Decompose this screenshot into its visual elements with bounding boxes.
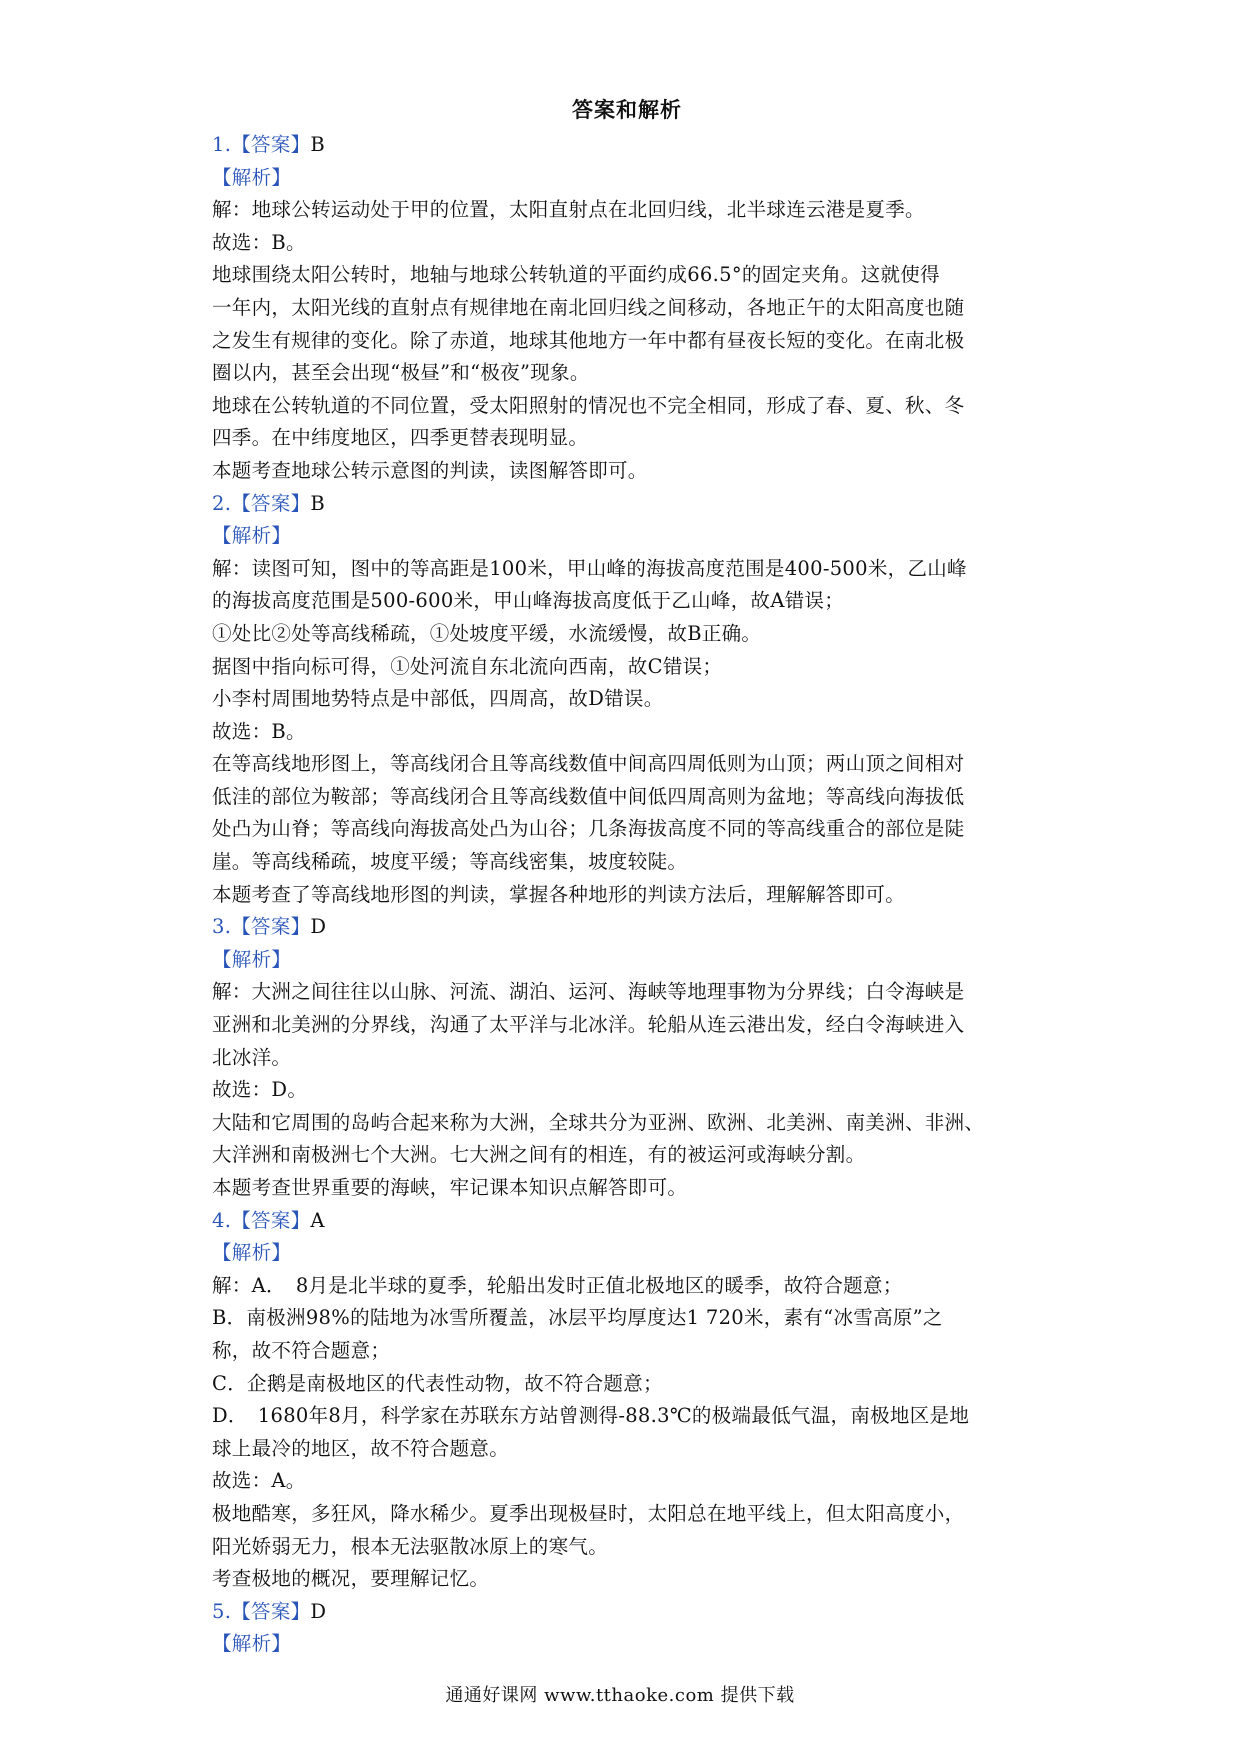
body-line: ①处比②处等高线稀疏，①处坡度平缓，水流缓慢，故B正确。 — [212, 621, 762, 645]
body-line: 小李村周围地势特点是中部低，四周高，故D错误。 — [212, 687, 664, 711]
analysis-label: 【解析】 — [212, 165, 292, 189]
body-line: 之发生有规律的变化。除了赤道，地球其他地方一年中都有昼夜长短的变化。在南北极 — [212, 328, 965, 352]
body-line: 考查极地的概况，要理解记忆。 — [212, 1567, 490, 1591]
question-number: 5. — [212, 1599, 232, 1623]
body-line: 本题考查了等高线地形图的判读，掌握各种地形的判读方法后，理解解答即可。 — [212, 882, 906, 906]
analysis-label: 【解析】 — [212, 947, 292, 971]
body-line: 亚洲和北美洲的分界线，沟通了太平洋与北冰洋。轮船从连云港出发，经白令海峡进入 — [212, 1013, 965, 1037]
answer-value: D — [310, 915, 327, 939]
body-line: 一年内，太阳光线的直射点有规律地在南北回归线之间移动，各地正午的太阳高度也随 — [212, 295, 965, 319]
answer-line — [212, 1596, 1042, 1629]
body-line: B．南极洲98%的陆地为冰雪所覆盖，冰层平均厚度达1 720米，素有“冰雪高原”之 — [212, 1306, 943, 1330]
body-line: 解：A． 8月是北半球的夏季，轮船出发时正值北极地区的暖季，故符合题意； — [212, 1273, 903, 1297]
question-1 — [212, 129, 1042, 488]
body-line: 本题考查世界重要的海峡，牢记课本知识点解答即可。 — [212, 1176, 688, 1199]
body-line: 解：大洲之间往往以山脉、河流、湖泊、运河、海峡等地理事物为分界线；白令海峡是 — [212, 980, 965, 1004]
body-line: 四季。在中纬度地区，四季更替表现明显。 — [212, 426, 589, 450]
body-line: 故选：B。 — [212, 230, 306, 254]
answer-label: 【答案】 — [231, 1599, 311, 1623]
body-line: 圈以内，甚至会出现“极昼”和“极夜”现象。 — [212, 361, 590, 385]
body-line: 本题考查地球公转示意图的判读，读图解答即可。 — [212, 458, 648, 482]
body-line: 故选：B。 — [212, 719, 306, 743]
body-line: D． 1680年8月，科学家在苏联东方站曾测得-88.3℃的极端最低气温，南极地区是地 — [212, 1404, 970, 1428]
body-line: 崖。等高线稀疏，坡度平缓；等高线密集，坡度较陡。 — [212, 850, 688, 874]
body-line: 低洼的部位为鞍部；等高线闭合且等高线数值中间低四周高则为盆地；等高线向海拔低 — [212, 784, 965, 808]
body-line: 称，故不符合题意； — [212, 1338, 391, 1362]
body-line: 北冰洋。 — [212, 1045, 292, 1069]
analysis-label: 【解析】 — [212, 524, 292, 548]
question-2 — [212, 488, 1042, 912]
page-title: 答案和解析 — [572, 97, 682, 122]
body-line: 故选：D。 — [212, 1078, 308, 1102]
body-line: 在等高线地形图上，等高线闭合且等高线数值中间高四周低则为山顶；两山顶之间相对 — [212, 752, 965, 776]
body-line: 大洋洲和南极洲七个大洲。七大洲之间有的相连，有的被运河或海峡分割。 — [212, 1143, 866, 1167]
question-5 — [212, 1596, 1042, 1661]
analysis-label: 【解析】 — [212, 1241, 292, 1265]
answer-label: 【答案】 — [231, 491, 311, 515]
body-line: 故选：A。 — [212, 1469, 306, 1493]
analysis-label: 【解析】 — [212, 1632, 292, 1656]
body-line: C．企鹅是南极地区的代表性动物，故不符合题意； — [212, 1371, 663, 1395]
body-line: 地球在公转轨道的不同位置，受太阳照射的情况也不完全相同，形成了春、夏、秋、冬 — [212, 393, 965, 417]
body-line: 据图中指向标可得，①处河流自东北流向西南，故C错误； — [212, 654, 723, 678]
answer-line — [212, 911, 1042, 944]
page-footer: 通通好课网 www.tthaoke.com 提供下载 — [445, 1685, 795, 1706]
body-line: 解：地球公转运动处于甲的位置，太阳直射点在北回归线，北半球连云港是夏季。 — [212, 198, 925, 222]
answer-value: B — [310, 133, 326, 156]
answer-label: 【答案】 — [231, 1208, 311, 1232]
answer-line — [212, 1205, 1042, 1238]
body-line: 球上最冷的地区，故不符合题意。 — [212, 1436, 510, 1460]
question-number: 1. — [212, 133, 232, 156]
question-number: 4. — [212, 1208, 232, 1232]
question-3 — [212, 911, 1042, 1204]
question-4 — [212, 1205, 1042, 1596]
body-line: 的海拔高度范围是500-600米，甲山峰海拔高度低于乙山峰，故A错误； — [212, 589, 845, 613]
body-line: 阳光娇弱无力，根本无法驱散冰原上的寒气。 — [212, 1534, 609, 1558]
body-line: 地球围绕太阳公转时，地轴与地球公转轨道的平面约成66.5°的固定夹角。这就使得 — [212, 263, 940, 287]
answer-line — [212, 129, 1042, 162]
answer-value: A — [310, 1208, 325, 1232]
question-number: 2. — [212, 491, 232, 515]
answer-label: 【答案】 — [231, 915, 311, 939]
question-number: 3. — [212, 915, 232, 939]
answer-document — [212, 95, 1042, 1661]
answer-value: B — [310, 491, 326, 515]
body-line: 解：读图可知，图中的等高距是100米，甲山峰的海拔高度范围是400-500米，乙山峰 — [212, 556, 967, 580]
answer-label: 【答案】 — [231, 133, 311, 156]
body-line: 大陆和它周围的岛屿合起来称为大洲，全球共分为亚洲、欧洲、北美洲、南美洲、非洲、 — [212, 1110, 985, 1134]
answer-value: D — [310, 1599, 327, 1623]
body-line: 处凸为山脊；等高线向海拔高处凸为山谷；几条海拔高度不同的等高线重合的部位是陡 — [212, 817, 965, 841]
answer-line — [212, 488, 1042, 521]
body-line: 极地酷寒，多狂风，降水稀少。夏季出现极昼时，太阳总在地平线上，但太阳高度小， — [212, 1501, 965, 1525]
